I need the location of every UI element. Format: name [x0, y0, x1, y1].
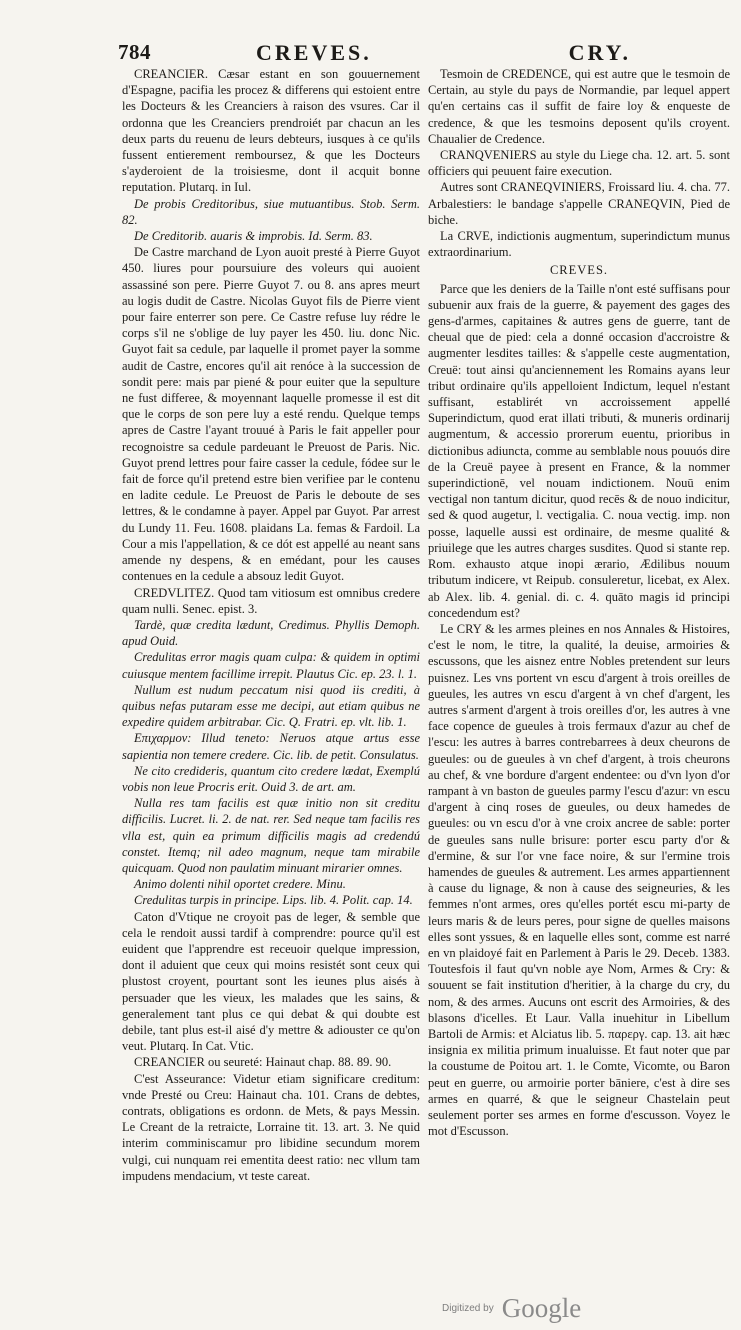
entry-crue: La CRVE, indictionis augmentum, superindictum munus extraordinarium.	[428, 229, 730, 260]
running-head-right: CRY.	[568, 40, 631, 65]
citation-cicero-quintus: Nullum est nudum peccatum nisi quod iis crediti, à quibus nefas putaram esse me decipi, aut etiam quibus ne expedire quidem arbitrabar. Cic. Q. Fratri. ep. vlt. lib. 1.	[122, 682, 420, 730]
citation-lipsius: Credulitas turpis in principe. Lips. lib. 4. Polit. cap. 14.	[134, 893, 413, 908]
citation-minucius: Animo dolenti nihil oportet credere. Minu.	[134, 877, 346, 892]
citation-ovid-phyllis: Tardè, quæ credita lædunt, Credimus. Phyllis Demoph. apud Ouid.	[122, 617, 420, 649]
entry-asseurance: C'est Asseurance: Videtur etiam significare creditum: vnde Presté ou Creu: Hainaut cha. 101. Crans de debtes, contrats, obligations es ordonn. de Mets, & pays Messin. Le Creant de la retraicte, Lorraine tit. 13. art. 3. Ne quid interim comminiscamur pro libidine secundum morem vulgi, cui nunquam rei ementita deest ratio: nec vllum tam impudens mendacium, vt teste careat.	[122, 1071, 420, 1183]
page-number: 784	[118, 40, 151, 64]
entry-craneqviniers: Autres sont CRANEQVINIERS, Froissard liu. 4. cha. 77. Arbalestiers: le bandage s'appelle CRANEQVIN, Pied de biche.	[428, 180, 730, 227]
citation-epicharmus: Επιχαρμον: Illud teneto: Neruos atque artus esse sapientia non temere credere. Cic. lib. de petit. Consulatus.	[122, 731, 420, 762]
entry-creand-seurete: CREANCIER ou seureté: Hainaut chap. 88. 89. 90.	[134, 1055, 392, 1070]
entry-creves: Parce que les deniers de la Taille n'ont esté suffisans pour subuenir aux frais de la guerre, & payement des gages des gens-d'armes, capitaines & autres gens de guerre, tant de cheual que de pied: cela a donné occasion d'accroistre & augmenter lesdites tailles: & s'appelle ceste augmentation, Creuë: tout ainsi qu'anciennement les Romains ayans leur tribut ordinaire qu'ils appelloient Indictum, lequel n'estant suffisant, establirét vn accroissement appellé Superindictum, quod erat illati tributi, & muneris ordinarij augmentum, & accessio prorerum euentu, prioribus in dictionibus adiuncta, comme au semblable nous pouuós dire de la Creuë payee à present en France, & la nommer superindictionē, vel nouam indictionem. Nouū enim vectigal non tantum dicitur, quod recēs & de nouo indicitur, sed & quod augetur, l. vectigalia. C. noua vectig. imp. non posse, laquelle aussi est ordinaire, de mesme qualité & priuilege que les autres charges susdites. Quod si stante rep. Rom. exhausto atque inopi ærario, Ædilibus nouum tributum indicere, vt Reipub. consuleretur, licebat, ex Alex. ab Alex. lib. 4. genial. di. c. 4. quāto magis id principi concedendum est?	[428, 281, 730, 620]
running-head-left: CREVES.	[256, 40, 372, 65]
google-logo: Google	[501, 1293, 582, 1323]
entry-cry: Le CRY & les armes pleines en nos Annales & Histoires, c'est le nom, le titre, la qualité, la deuise, armoiries & escussons, que les aisnez entre Nobles pretendent sur leurs puisnez. Les vns portent vn escu d'argent à trois oreilles de gueules, les autres vn escu d'argent à vn chef d'argent, les autres s'arment d'argent à trois oreilles d'or, les autres à vne face copence de gueules à trois fermaux d'azur au chef de l'escu: les autres à barres contrebarrees à deux cheurons de gueules: ou de gueules à vn chef d'argent, à trois cheurons au chef, & vne bordure d'argent endentee: ou d'vn lyon d'or rampant à vn baston de gueules parmy l'escu d'azur: vn escu d'argent à cinq roses de gueules, ou deux hamedes de gueules: ou vn escu d'or à vne croix ancree de sable: porter de gueules sans nulle brisure: porter escu party d'or & d'ermine, & sur l'or vne face noire, & sur l'ermine trois hamendes de gueules & autrement. Les armes appartiennent à cause du lignage, & non à cause des seigneuries, & les femmes n'ont armes, ores qu'elles portét escu mi-party de leurs maris & de leurs peres, pour signe de quelles maisons elles sont yssues, & en laquelle elles sont, comme est narré en vn plaidoyé fait en Parlement à Paris le 29. Deceb. 1383. Toutesfois il faut qu'vn noble aye Nom, Armes & Cry: & souuent se fait institution d'heritier, à la charge du cry, du nom, & des armes. Aucuns ont escrit des Armoiries, & des blasons d'icelles. Et Laur. Valla inuehitur in Libellum Bartoli de Armis: et Alciatus lib. 5. παρεργ. cap. 13. ait hæc insignia ex militia primum inualuisse. Et faut noter que par la coustume de Poitou art. 1. le Comte, Vicomte, ou Baron peut en guerre, ou armoirie porter bāniere, c'est à dire ses armes en quarré, & que le seigneur Chastelain peut seulement porter ses armes en forme d'escusson. Voyez le mot d'Escusson.	[428, 621, 730, 1139]
page-header	[118, 40, 631, 68]
citation-plautus: Credulitas error magis quam culpa: & quidem in optimi cuiusque mentem facillime irrepit. Plautus Cic. ep. 23. l. 1.	[122, 650, 420, 681]
entry-cranqueniers: CRANQVENIERS au style du Liege cha. 12. art. 5. sont officiers qui peuuent faire execution.	[428, 148, 730, 179]
entry-tesmoin-credence: Tesmoin de CREDENCE, qui est autre que le tesmoin de Certain, au style du pays de Normandie, par lequel appert qu'en certains cas il suffit de faire loy & enqueste de credence, & que les tesmoins deposent qu'ils croyent. Chaualier de Credence.	[428, 67, 730, 146]
citation-stobaeus-82: De probis Creditoribus, siue mutuantibus. Stob. Serm. 82.	[122, 196, 420, 227]
entry-caton: Caton d'Vtique ne croyoit pas de leger, & semble que cela le rendoit aussi tardif à comprendre: pource qu'il est euident que l'apprendre est receuoir quelque impression, dont il aduient que ceux qui moins resistét sont ceux qui plustost croyent, pourtant sont les ieunes plus aisés à persuader que les vieux, les malades que les sains, & generalement tant plus ce qui debat & qui doubte est debile, tant plus est-il aisé d'y mettre & adiouster ce qu'on veut. Plutarq. In Cat. Vtic.	[122, 909, 420, 1054]
citation-stobaeus-83: De Creditorib. auaris & improbis. Id. Serm. 83.	[134, 229, 373, 244]
citation-ovid-procris: Ne cito credideris, quantum cito credere lædat, Exemplú vobis non leue Procris erit. Ouid 3. de art. am.	[122, 763, 420, 794]
citation-lucretius: Nulla res tam facilis est quæ initio non sit creditu difficilis. Lucret. li. 2. de nat. rer. Sed neque tam facilis res vlla est, quin ea primum difficilis magis ad credendú constet. Itemq; nil adeo magnum, neque tam mirabile quicquam. Quod non paulatim minuant mirarier omnes.	[122, 796, 420, 875]
entry-de-castre-case: De Castre marchand de Lyon auoit presté à Pierre Guyot 450. liures pour poursuiure des voleurs qui auoient assassiné son pere. Pierre Guyot 7. ou 8. ans apres meurt au logis dudit de Castre. Nicolas Guyot fils de Pierre vient pour faire enterrer son pere. Ce Castre refuse luy rédre le corps s'il ne s'oblige de luy payer les 450. liu. donc Nic. Guyot fait sa cedule, par laquelle il promet payer la somme audit de Castre, encores qu'il ait renóce à la succession de sondit pere: mais par piené & pour euiter que la sepulture ne fust differee, & moyennant laquelle promesse il est dit que le corps de son pere luy a esté rendu. Quelque temps apres de Castre l'ayant trouué à Paris le fait appeller pour recognoistre sa cedule pardeuant le Preuost de Paris. Nic. Guyot prend lettres pour faire casser la cedule, fódee sur le fait de force qu'il pretend estre bien verifiee par le contenu en ladite cedule. Le Preuost de Paris le deboute de ses lettres, & le condamne à payer. Appel par Guyot. Par arrest du Lundy 11. Feu. 1608. plaidans La. femas & Fardoil. La Cour a mis l'appellation, & ce dót est appellé au neant sans amende ny despens, & en emédant, pour les causes contenues en la cedule a absouz ledit Guyot.	[122, 245, 420, 584]
digitization-watermark	[442, 1293, 581, 1324]
entry-creancier: CREANCIER. Cæsar estant en son gouuernement d'Espagne, pacifia les procez & differens qui estoient entre les Docteurs & les Creanciers à raison des vsures. Car il ordonna que les Creanciers prendroiét par chacun an les deux parts du reuenu de leurs debteurs, iusques à ce qu'ils fussent entierement remboursez, & que les Docteurs s'ayderoient de la troisiesme, dont il acquit bonne reputation. Plutarq. in Iul.	[122, 67, 420, 195]
entry-credulitez: CREDVLITEZ. Quod tam vitiosum est omnibus credere quam nulli. Senec. epist. 3.	[122, 585, 420, 616]
right-column	[428, 66, 730, 1139]
section-heading-creves: CREVES.	[549, 263, 609, 278]
digitized-by-text: Digitized by	[442, 1303, 494, 1314]
left-column	[122, 66, 420, 1184]
